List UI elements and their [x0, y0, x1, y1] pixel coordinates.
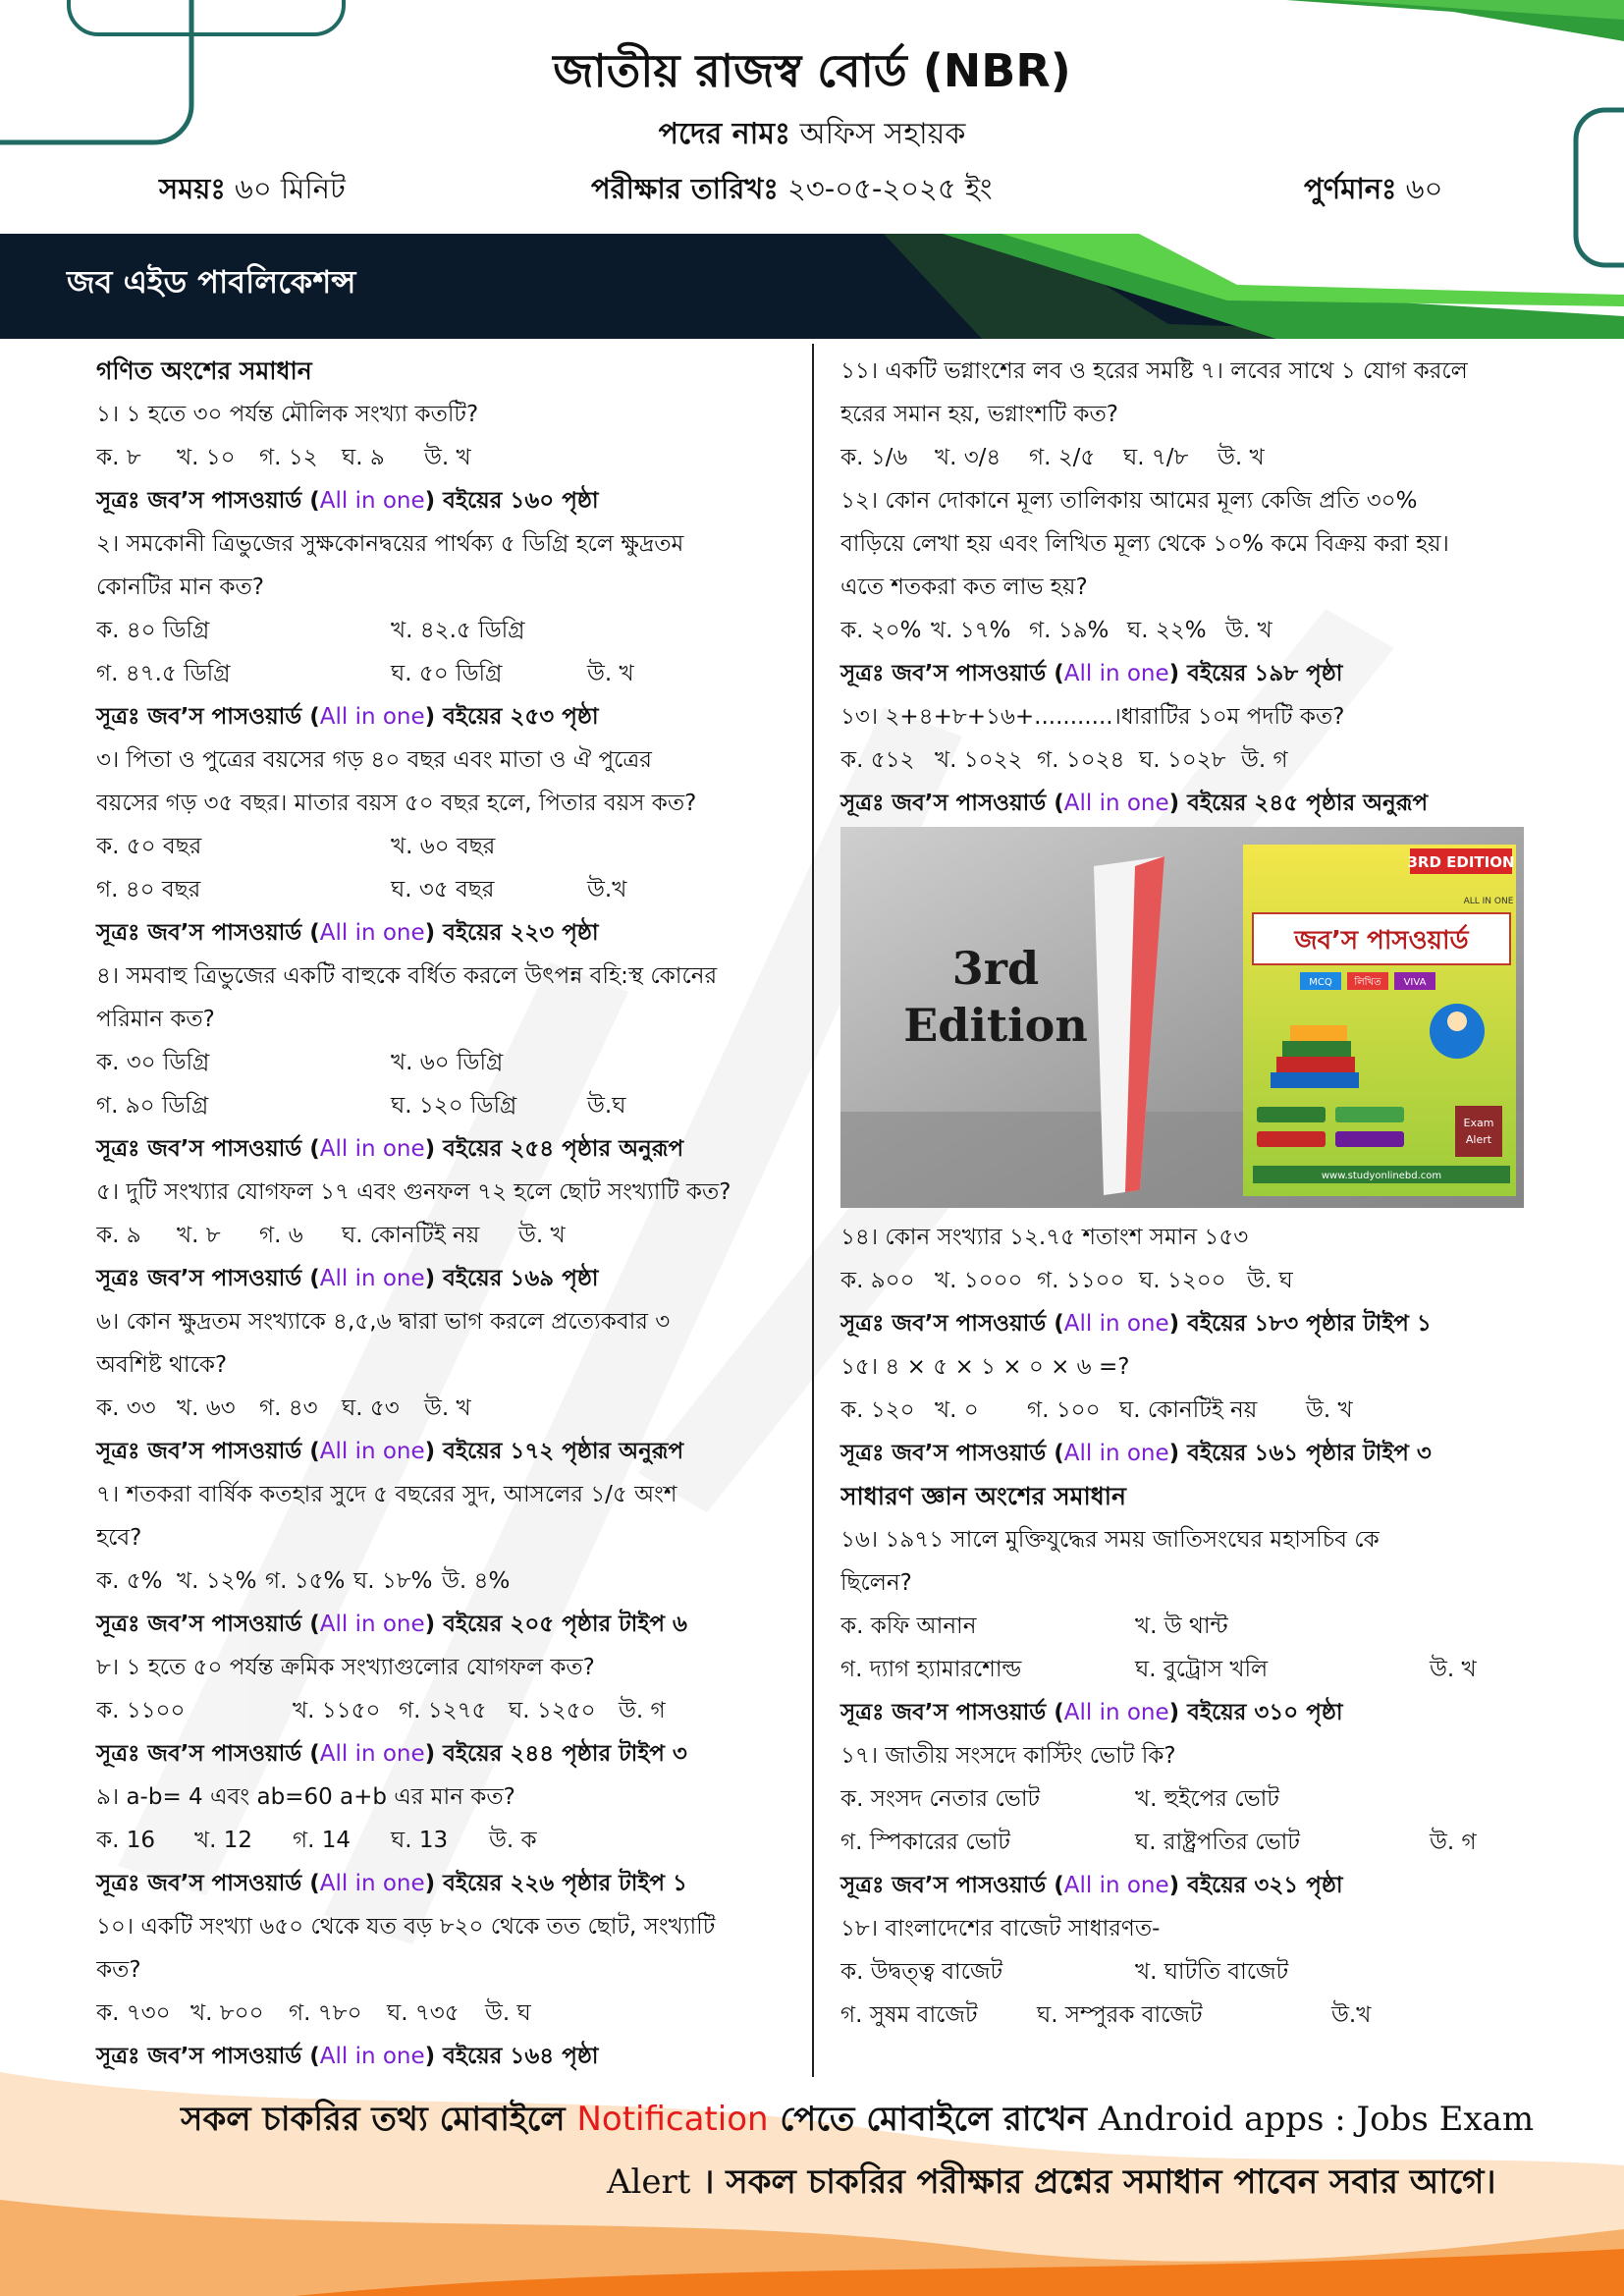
edition-line-1: 3rd — [951, 942, 1040, 995]
option: গ. ৪০ বছর — [96, 877, 201, 902]
question-16-line2: ছিলেন? — [840, 1570, 912, 1596]
options-2a — [96, 609, 784, 652]
footer-line-1 — [0, 2094, 1624, 2150]
exam-time — [159, 167, 346, 215]
source-book: All in one — [319, 704, 425, 730]
option: খ. ৬০ ডিগ্রি — [391, 1050, 504, 1075]
question-11-line2: হরের সমান হয়, ভগ্নাংশটি কত? — [840, 402, 1118, 427]
source-page: ) বইয়ের ৩১০ পৃষ্ঠা — [1168, 1700, 1343, 1725]
option: ক. ২০% — [840, 618, 922, 643]
option: গ. ৯০ ডিগ্রি — [96, 1093, 209, 1119]
question-12-line3: এতে শতকরা কত লাভ হয়? — [840, 574, 1088, 600]
options-17b — [840, 1821, 1528, 1864]
option: খ. ১০ — [177, 445, 236, 470]
option: গ. দ্যাগ হ্যামারশোল্ড — [840, 1657, 1022, 1682]
answer: উ. খ — [1430, 1657, 1477, 1682]
source-page: ) বইয়ের ৩২১ পৃষ্ঠা — [1168, 1873, 1343, 1898]
right-column — [840, 350, 1528, 2037]
source-14 — [840, 1302, 1528, 1345]
source-10 — [96, 2035, 784, 2078]
answer: উ. খ — [1306, 1397, 1353, 1423]
option: ক. 16 — [96, 1828, 155, 1853]
cover-button — [1335, 1131, 1404, 1147]
footer-text: সকল চাকরির তথ্য মোবাইলে — [181, 2100, 577, 2139]
option: গ. ১০০ — [1027, 1397, 1101, 1423]
option: ঘ. বুট্রোস খলি — [1135, 1657, 1269, 1682]
question-18: ১৮। বাংলাদেশের বাজেট সাধারণত- — [840, 1916, 1161, 1941]
option: ঘ. ৫৩ — [342, 1395, 400, 1421]
source-text: সূত্রঃ জব’স পাসওয়ার্ড ( — [96, 1612, 320, 1637]
source-page: ) বইয়ের ১৯৮ পৃষ্ঠা — [1168, 661, 1343, 686]
option: খ. ১১৫০ — [293, 1698, 381, 1723]
question-12-line2: বাড়িয়ে লেখা হয় এবং লিখিত মূল্য থেকে ১০% কমে বিক্রয় করা হয়। — [840, 531, 1449, 557]
option: খ. ঘাটতি বাজেট — [1135, 1959, 1289, 1985]
options-16b — [840, 1648, 1528, 1691]
option: ঘ. ১০২৮ — [1139, 747, 1226, 773]
question-15: ১৫। ৪ × ৫ × ১ × ০ × ৬ =? — [840, 1354, 1130, 1380]
option: ক. ৫০ বছর — [96, 834, 202, 859]
options-4a — [96, 1041, 784, 1084]
source-6 — [96, 1430, 784, 1473]
question-4-line2: পরিমান কত? — [96, 1007, 215, 1032]
book-advertisement-image — [840, 827, 1524, 1208]
source-page: ) বইয়ের ২০৫ পৃষ্ঠার টাইপ ৬ — [424, 1612, 687, 1637]
website-text: www.studyonlinebd.com — [1321, 1171, 1442, 1181]
source-page: ) বইয়ের ২৫৩ পৃষ্ঠা — [424, 704, 599, 730]
notification-text: Notification — [576, 2100, 769, 2139]
source-book: All in one — [319, 1871, 425, 1896]
answer: উ. ক — [489, 1828, 537, 1853]
source-17 — [840, 1864, 1528, 1907]
option: ঘ. ৫০ ডিগ্রি — [391, 661, 503, 686]
option: গ. ৪৭.৫ ডিগ্রি — [96, 661, 231, 686]
source-7 — [96, 1603, 784, 1646]
options-3a — [96, 825, 784, 868]
option: ক. কফি আনান — [840, 1613, 977, 1639]
source-text: সূত্রঃ জব’স পাসওয়ার্ড ( — [840, 1311, 1064, 1337]
option: খ. ৮ — [177, 1223, 221, 1248]
corner-frame-inner — [69, 0, 344, 34]
source-text: সূত্রঃ জব’স পাসওয়ার্ড ( — [96, 1266, 320, 1291]
option: ক. উদ্বত্ত্ব বাজেট — [840, 1959, 1003, 1985]
option: ক. ৯০০ — [840, 1268, 915, 1293]
option: ঘ. ২২% — [1127, 618, 1207, 643]
math-section — [96, 350, 784, 2078]
option: ঘ. ৭/৮ — [1123, 445, 1189, 470]
stack-book — [1276, 1057, 1355, 1072]
option: ঘ. ৭৩৫ — [387, 2000, 460, 2026]
source-text: সূত্রঃ জব’স পাসওয়ার্ড ( — [840, 1873, 1064, 1898]
question-6-line2: অবশিষ্ট থাকে? — [96, 1352, 228, 1378]
question-9: ৯। a-b= 4 এবং ab=60 a+b এর মান কত? — [96, 1784, 515, 1810]
exam-alert-line2: Alert — [1465, 1133, 1492, 1146]
option: ঘ. কোনটিই নয় — [342, 1223, 480, 1248]
source-page: ) বইয়ের ১৭২ পৃষ্ঠার অনুরূপ — [424, 1439, 684, 1464]
source-text: সূত্রঃ জব’স পাসওয়ার্ড ( — [96, 1439, 320, 1464]
answer: উ. খ — [424, 1395, 471, 1421]
options-9 — [96, 1819, 784, 1862]
source-book: All in one — [319, 1136, 425, 1162]
exam-alert-box — [1455, 1106, 1502, 1157]
publisher-name: জব এইড পাবলিকেশন্স — [67, 263, 356, 301]
answer: উ. খ — [518, 1223, 566, 1248]
option: ঘ. কোনটিই নয় — [1119, 1397, 1258, 1423]
app-name-text: Android apps : Jobs Exam — [1098, 2100, 1535, 2139]
question-3-line1: ৩। পিতা ও পুত্রের বয়সের গড় ৪০ বছর এবং মাতা ও ঐ পুত্রের — [96, 747, 652, 773]
options-14 — [840, 1259, 1528, 1302]
column-divider — [812, 344, 814, 2077]
options-3b — [96, 868, 784, 911]
option: গ. ৭৮০ — [289, 2000, 362, 2026]
tag-viva-text: VIVA — [1403, 977, 1427, 988]
options-5 — [96, 1214, 784, 1257]
footer-text: । সকল চাকরির পরীক্ষার প্রশ্নের সমাধান পাবেন সবার আগে। — [690, 2162, 1496, 2202]
answer: উ.ঘ — [587, 1093, 626, 1119]
option: গ. ৬ — [259, 1223, 303, 1248]
post-value: অফিস সহায়ক — [799, 117, 966, 151]
question-10-line2: কত? — [96, 1957, 141, 1983]
full-marks — [1304, 167, 1442, 215]
source-text: সূত্রঃ জব’স পাসওয়ার্ড ( — [96, 920, 320, 946]
answer: উ. ঘ — [485, 2000, 531, 2026]
source-page: ) বইয়ের ২৪৫ পৃষ্ঠার অনুরূপ — [1168, 791, 1429, 816]
source-page: ) বইয়ের ১৬৪ পৃষ্ঠা — [424, 2044, 599, 2069]
edition-badge-text: 3RD EDITION — [1407, 853, 1515, 871]
question-4-line1: ৪। সমবাহু ত্রিভুজের একটি বাহুকে বর্ধিত করলে উৎপন্ন বহি:স্থ কোনের — [96, 963, 718, 989]
option: ঘ. ১২০০ — [1139, 1268, 1226, 1293]
answer: উ. খ — [587, 661, 634, 686]
time-value: ৬০ মিনিট — [235, 172, 346, 205]
option: খ. ৮০০ — [190, 2000, 264, 2026]
answer: উ. খ — [1225, 618, 1272, 643]
date-value: ২৩-০৫-২০২৫ ইং — [787, 172, 993, 205]
options-18a — [840, 1950, 1528, 1994]
source-text: সূত্রঃ জব’স পাসওয়ার্ড ( — [96, 1136, 320, 1162]
options-16a — [840, 1605, 1528, 1648]
question-5: ৫। দুটি সংখ্যার যোগফল ১৭ এবং গুনফল ৭২ হলে ছোট সংখ্যাটি কত? — [96, 1179, 731, 1205]
stack-book — [1271, 1072, 1359, 1088]
question-7-line2: হবে? — [96, 1525, 142, 1551]
source-book: All in one — [319, 1266, 425, 1291]
options-4b — [96, 1084, 784, 1127]
footer-line-2 — [0, 2157, 1624, 2213]
source-book: All in one — [319, 488, 425, 514]
option: খ. হুইপের ভোট — [1135, 1786, 1279, 1812]
option: ক. ৯ — [96, 1223, 141, 1248]
option: খ. ০ — [935, 1397, 979, 1423]
cover-button — [1335, 1107, 1404, 1122]
footer-text: পেতে মোবাইলে রাখেন — [768, 2100, 1099, 2139]
option: খ. ১২% — [177, 1568, 257, 1594]
date-label: পরীক্ষার তারিখঃ — [591, 172, 779, 205]
stack-book — [1290, 1025, 1347, 1041]
option: ক. সংসদ নেতার ভোট — [840, 1786, 1041, 1812]
answer: উ.খ — [587, 877, 627, 902]
option: ঘ. 13 — [391, 1828, 449, 1853]
option: খ. 12 — [194, 1828, 252, 1853]
option: খ. ৪২.৫ ডিগ্রি — [391, 618, 525, 643]
options-12 — [840, 609, 1528, 652]
source-book: All in one — [1063, 791, 1169, 816]
source-text: সূত্রঃ জব’স পাসওয়ার্ড ( — [96, 488, 320, 514]
option: খ. ১০২২ — [935, 747, 1023, 773]
source-12 — [840, 652, 1528, 695]
option: গ. সুষম বাজেট — [840, 2002, 978, 2028]
source-book: All in one — [1063, 1873, 1169, 1898]
source-13 — [840, 782, 1528, 825]
option: ঘ. ১২০ ডিগ্রি — [391, 1093, 517, 1119]
edition-line-2: Edition — [903, 999, 1088, 1052]
cover-button — [1257, 1131, 1326, 1147]
option: গ. ১১০০ — [1037, 1268, 1125, 1293]
option: ক. ১২০ — [840, 1397, 915, 1423]
source-text: সূত্রঃ জব’স পাসওয়ার্ড ( — [840, 1441, 1064, 1466]
option: ক. ১১০০ — [96, 1698, 186, 1723]
exam-alert-line1: Exam — [1463, 1117, 1494, 1129]
option: গ. ১২৭৫ — [399, 1698, 487, 1723]
option: গ. ১৫% — [265, 1568, 346, 1594]
answer: উ. গ — [1241, 747, 1288, 773]
option: গ. ৪৩ — [259, 1395, 318, 1421]
options-7 — [96, 1559, 784, 1603]
option: ক. ১/৬ — [840, 445, 908, 470]
source-page: ) বইয়ের ২২৬ পৃষ্ঠার টাইপ ১ — [424, 1871, 687, 1896]
question-6-line1: ৬। কোন ক্ষুদ্রতম সংখ্যাকে ৪,৫,৬ দ্বারা ভাগ করলে প্রত্যেকবার ৩ — [96, 1309, 671, 1335]
source-page: ) বইয়ের ১৮৩ পৃষ্ঠার টাইপ ১ — [1168, 1311, 1432, 1337]
question-7-line1: ৭। শতকরা বার্ষিক কতহার সুদে ৫ বছরের সুদ, আসলের ১/৫ অংশ — [96, 1482, 677, 1507]
option: গ. ২/৫ — [1029, 445, 1096, 470]
page-title: জাতীয় রাজস্ব বোর্ড (NBR) — [553, 44, 1071, 97]
option: খ. ৬৩ — [177, 1395, 236, 1421]
stack-book — [1282, 1041, 1351, 1057]
option: গ. স্পিকারের ভোট — [840, 1830, 1010, 1855]
option: ক. ৭৩০ — [96, 2000, 171, 2026]
options-2b — [96, 652, 784, 695]
options-1 — [96, 436, 784, 479]
source-page: ) বইয়ের ১৬০ পৃষ্ঠা — [424, 488, 599, 514]
source-book: All in one — [319, 920, 425, 946]
source-text: সূত্রঃ জব’স পাসওয়ার্ড ( — [96, 704, 320, 730]
tag-written-text: লিখিত — [1354, 977, 1381, 988]
gk-section-title: সাধারণ জ্ঞান অংশের সমাধান — [840, 1482, 1126, 1510]
source-book: All in one — [319, 1439, 425, 1464]
option: ঘ. ১২৫০ — [509, 1698, 596, 1723]
option: খ. উ থান্ট — [1135, 1613, 1228, 1639]
option: গ. 14 — [293, 1828, 351, 1853]
options-8 — [96, 1689, 784, 1732]
answer: উ. খ — [1218, 445, 1265, 470]
source-text: সূত্রঃ জব’স পাসওয়ার্ড ( — [840, 1700, 1064, 1725]
exam-date — [591, 167, 993, 215]
options-15 — [840, 1389, 1528, 1432]
post-label: পদের নামঃ — [658, 117, 791, 151]
option: খ. ১৭% — [931, 618, 1011, 643]
option: খ. ৬০ বছর — [391, 834, 496, 859]
answer: উ. ঘ — [1247, 1268, 1293, 1293]
marks-label: পুর্ণমানঃ — [1304, 172, 1397, 205]
options-17a — [840, 1777, 1528, 1821]
options-13 — [840, 738, 1528, 782]
option: ক. ৮ — [96, 445, 141, 470]
option: ক. ৫% — [96, 1568, 163, 1594]
question-16-line1: ১৬। ১৯৭১ সালে মুক্তিযুদ্ধের সময় জাতিসংঘের মহাসচিব কে — [840, 1527, 1380, 1553]
option: ঘ. ৯ — [342, 445, 385, 470]
option: গ. ১২ — [259, 445, 318, 470]
answer: উ. ৪% — [442, 1568, 511, 1594]
source-15 — [840, 1432, 1528, 1475]
question-12-line1: ১২। কোন দোকানে মূল্য তালিকায় আমের মূল্য কেজি প্রতি ৩০% — [840, 488, 1418, 514]
source-text: সূত্রঃ জব’স পাসওয়ার্ড ( — [96, 1741, 320, 1767]
question-14: ১৪। কোন সংখ্যার ১২.৭৫ শতাংশ সমান ১৫৩ — [840, 1225, 1249, 1250]
source-book: All in one — [319, 1741, 425, 1767]
app-name-text: Alert — [607, 2162, 691, 2202]
question-10-line1: ১০। একটি সংখ্যা ৬৫০ থেকে যত বড় ৮২০ থেকে তত ছোট, সংখ্যাটি — [96, 1914, 716, 1940]
option: ঘ. রাষ্ট্রপতির ভোট — [1135, 1830, 1300, 1855]
source-3 — [96, 911, 784, 955]
option: খ. ৩/৪ — [935, 445, 1001, 470]
source-book: All in one — [1063, 1311, 1169, 1337]
option: গ. ১০২৪ — [1037, 747, 1125, 773]
options-10 — [96, 1992, 784, 2035]
question-2-line1: ২। সমকোনী ত্রিভুজের সুক্ষকোনদ্বয়ের পার্থক্য ৫ ডিগ্রি হলে ক্ষুদ্রতম — [96, 531, 684, 557]
source-1 — [96, 479, 784, 522]
options-11 — [840, 436, 1528, 479]
option: গ. ১৯% — [1029, 618, 1110, 643]
source-2 — [96, 695, 784, 738]
question-17: ১৭। জাতীয় সংসদে কাস্টিং ভোট কি? — [840, 1743, 1176, 1769]
avatar-face — [1447, 1011, 1467, 1031]
source-book: All in one — [319, 2044, 425, 2069]
time-label: সময়ঃ — [159, 172, 226, 205]
source-page: ) বইয়ের ১৬১ পৃষ্ঠার টাইপ ৩ — [1168, 1441, 1432, 1466]
question-13: ১৩। ২+৪+৮+১৬+...........।ধারাটির ১০ম পদটি কত? — [840, 704, 1345, 730]
source-text: সূত্রঃ জব’স পাসওয়ার্ড ( — [96, 1871, 320, 1896]
source-book: All in one — [319, 1612, 425, 1637]
option: ক. ৩৩ — [96, 1395, 156, 1421]
source-8 — [96, 1732, 784, 1776]
cover-button — [1257, 1107, 1326, 1122]
option: ক. ৩০ ডিগ্রি — [96, 1050, 210, 1075]
post-name — [0, 110, 1624, 160]
source-16 — [840, 1691, 1528, 1734]
source-text: সূত্রঃ জব’স পাসওয়ার্ড ( — [840, 791, 1064, 816]
option: ঘ. ১৮% — [353, 1568, 433, 1594]
source-4 — [96, 1127, 784, 1171]
answer: উ. গ — [619, 1698, 666, 1723]
source-book: All in one — [1063, 661, 1169, 686]
source-9 — [96, 1862, 784, 1905]
option: খ. ১০০০ — [935, 1268, 1023, 1293]
options-6 — [96, 1387, 784, 1430]
source-book: All in one — [1063, 1441, 1169, 1466]
question-8: ৮। ১ হতে ৫০ পর্যন্ত ক্রমিক সংখ্যাগুলোর যোগফল কত? — [96, 1655, 595, 1680]
source-page: ) বইয়ের ২২৩ পৃষ্ঠা — [424, 920, 599, 946]
question-1: ১। ১ হতে ৩০ পর্যন্ত মৌলিক সংখ্যা কতটি? — [96, 402, 479, 427]
marks-value: ৬০ — [1405, 172, 1443, 205]
answer: উ. খ — [424, 445, 471, 470]
source-page: ) বইয়ের ১৬৯ পৃষ্ঠা — [424, 1266, 599, 1291]
option: ঘ. ৩৫ বছর — [391, 877, 495, 902]
question-2-line2: কোনটির মান কত? — [96, 574, 264, 600]
source-5 — [96, 1257, 784, 1300]
tag-mcq-text: MCQ — [1309, 977, 1332, 988]
source-book: All in one — [1063, 1700, 1169, 1725]
answer: উ.খ — [1331, 2002, 1372, 2028]
source-text: সূত্রঃ জব’স পাসওয়ার্ড ( — [96, 2044, 320, 2069]
all-in-one-text: ALL IN ONE — [1463, 897, 1514, 906]
answer: উ. গ — [1430, 1830, 1477, 1855]
question-3-line2: বয়সের গড় ৩৫ বছর। মাতার বয়স ৫০ বছর হলে, পিতার বয়স কত? — [96, 791, 697, 816]
source-page: ) বইয়ের ২৪৪ পৃষ্ঠার টাইপ ৩ — [424, 1741, 687, 1767]
option: ক. ৪০ ডিগ্রি — [96, 618, 210, 643]
cover-title: জব’স পাসওয়ার্ড — [1294, 926, 1469, 956]
question-11-line1: ১১। একটি ভগ্নাংশের লব ও হরের সমষ্টি ৭। লবের সাথে ১ যোগ করলে — [840, 358, 1468, 384]
option: ঘ. সম্পুরক বাজেট — [1037, 2002, 1203, 2028]
section-title: গণিত অংশের সমাধান — [96, 356, 312, 385]
source-text: সূত্রঃ জব’স পাসওয়ার্ড ( — [840, 661, 1064, 686]
option: ক. ৫১২ — [840, 747, 915, 773]
source-page: ) বইয়ের ২৫৪ পৃষ্ঠার অনুরূপ — [424, 1136, 684, 1162]
options-18b — [840, 1994, 1528, 2037]
